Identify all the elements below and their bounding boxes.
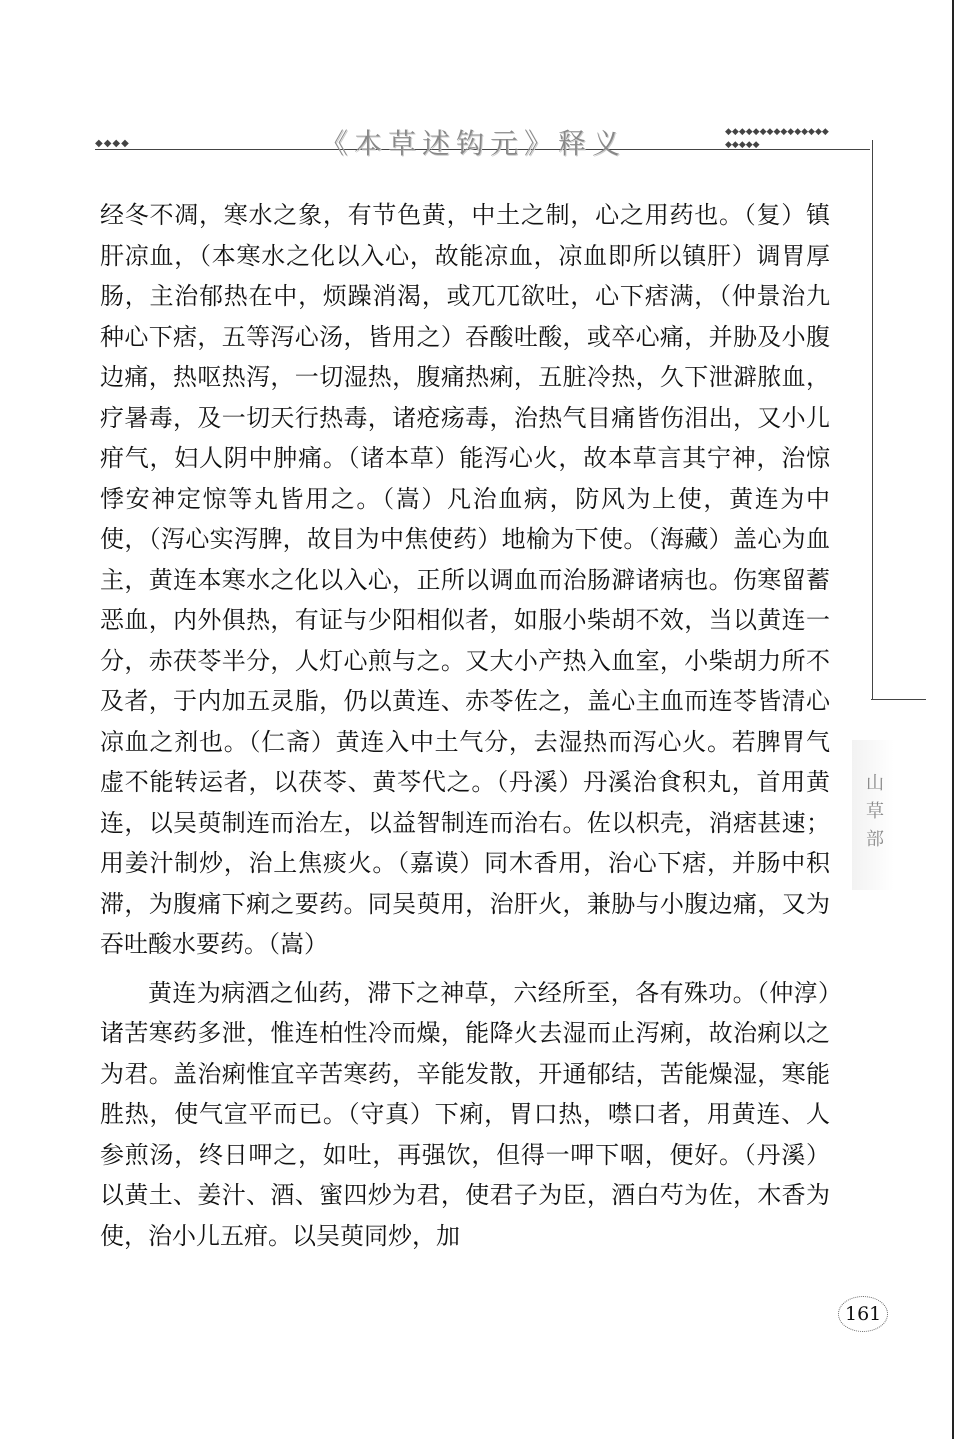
header-title: 《本草述钩元》释义 [320,127,627,160]
running-header [95,118,835,168]
header-ornament-right: ◆◆◆◆◆◆◆◆◆◆◆◆◆◆◆◆◆◆◆◆ [725,127,829,150]
side-frame [860,140,873,700]
paragraph: 经冬不凋，寒水之象，有节色黄，中土之制，心之用药也。（复）镇肝凉血，（本寒水之化以入心，故能凉血，凉血即所以镇肝）调胃厚肠，主治郁热在中，烦躁消渴，或兀兀欲吐，心下痞满，（仲景治九种心下痞，五等泻心汤，皆用之）吞酸吐酸，或卒心痛，并胁及小腹边痛，热呕热泻，一切湿热，腹痛热痢，五脏冷热，久下泄澼脓血，疗暑毒，及一切天行热毒，诸疮疡毒，治热气目痛皆伤泪出，又小儿疳气，妇人阴中肿痛。（诸本草）能泻心火，故本草言其宁神，治惊悸安神定惊等丸皆用之。（嵩）凡治血病，防风为上使，黄连为中使，（泻心实泻脾，故目为中焦使药）地榆为下使。（海藏）盖心为血主，黄连本寒水之化以入心，正所以调血而治肠澼诸病也。伤寒留蓄恶血，内外俱热，有证与少阳相似者，如服小柴胡不效，当以黄连一分，赤茯苓半分，人灯心煎与之。又大小产热入血室，小柴胡力所不及者，于内加五灵脂，仍以黄连、赤苓佐之，盖心主血而连苓皆清心凉血之剂也。（仁斋）黄连入中土气分，去湿热而泻心火。若脾胃气虚不能转运者，以茯苓、黄芩代之。（丹溪）丹溪治食积丸，首用黄连，以吴萸制连而治左，以益智制连而治右。佐以枳壳，消痞甚速；用姜汁制炒，治上焦痰火。（嘉谟）同木香用，治心下痞，并肠中积滞，为腹痛下痢之要药。同吴萸用，治肝火，兼胁与小腹边痛，又为吞吐酸水要药。（嵩） [100,201,830,958]
side-frame-bottom-line [871,699,926,700]
chapter-side-tab: 山草部 [852,740,894,890]
page-number: 161 [838,1296,888,1332]
paragraph: 黄连为病酒之仙药，滞下之神草，六经所至，各有殊功。（仲淳）诸苦寒药多泄，惟连柏性冷而燥，能降火去湿而止泻痢，故治痢以之为君。盖治痢惟宜辛苦寒药，辛能发散，开通郁结，苦能燥湿，寒能胜热，使气宣平而已。（守真）下痢，胃口热，噤口者，用黄连、人参煎汤，终日呷之，如吐，再强饮，但得一呷下咽，便好。（丹溪）以黄土、姜汁、酒、蜜四炒为君，使君子为臣，酒白芍为佐，木香为使，治小儿五疳。以吴萸同炒，加 [100,978,830,1250]
body-text [100,195,830,1256]
header-ornament-left: ◆◆◆◆ [95,138,130,149]
page-edge-line [952,0,954,1439]
